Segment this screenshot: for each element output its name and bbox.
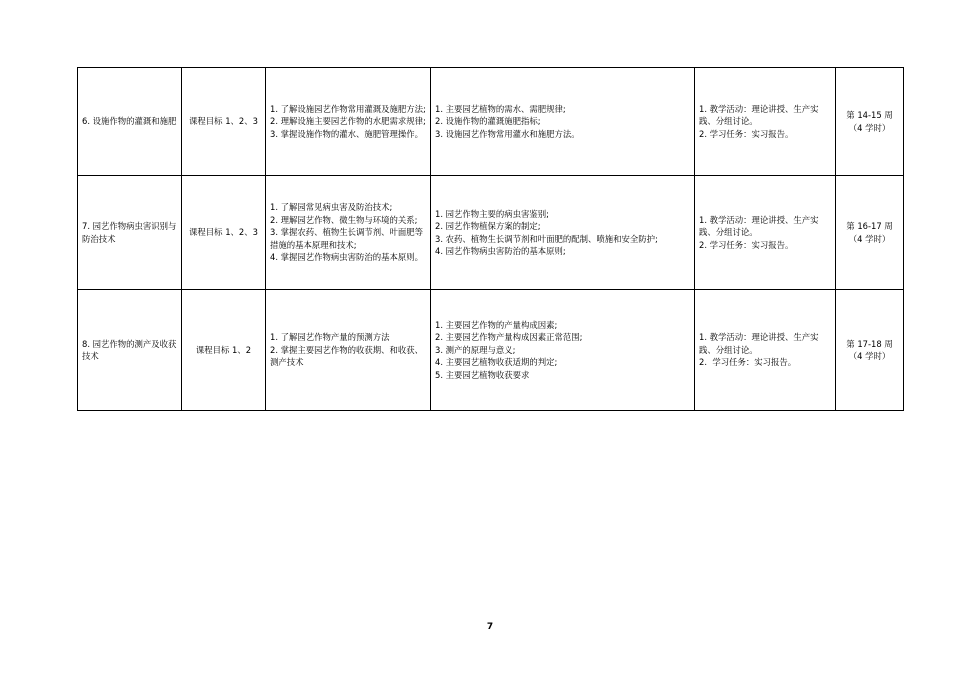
method-item: 1. 教学活动：理论讲授、生产实践、分组讨论。	[699, 214, 819, 238]
requirement-item: 2. 掌握主要园艺作物的收获期、和收获、测产技术	[270, 344, 424, 368]
content-item: 1. 园艺作物主要的病虫害鉴别;	[435, 208, 549, 219]
content-item: 3. 农药、植物生长调节剂和叶面肥的配制、喷施和安全防护;	[435, 233, 658, 244]
table-row	[78, 68, 904, 176]
table-row	[78, 176, 904, 290]
requirement-item: 2. 理解园艺作物、微生物与环境的关系;	[270, 214, 418, 225]
requirement-item: 3. 掌握设施作物的灌水、施肥管理操作。	[270, 128, 424, 139]
method-item: 2. 学习任务：实习报告。	[699, 357, 797, 368]
content-cell	[431, 176, 695, 290]
content-item: 1. 主要园艺植物的需水、需肥规律;	[435, 103, 566, 114]
topic-text: 8. 园艺作物的测产及收获技术	[82, 338, 177, 361]
topic-cell	[78, 68, 182, 176]
methods-cell	[695, 290, 836, 411]
hours-text: （4 学时）	[848, 233, 891, 244]
method-item: 1. 教学活动：理论讲授、生产实践、分组讨论。	[699, 332, 819, 355]
method-item: 1. 教学活动：理论讲授、生产实践、分组讨论。	[699, 103, 819, 127]
requirement-item: 4. 掌握园艺作物病虫害防治的基本原则。	[270, 252, 424, 263]
goal-text: 课程目标 1、2、3	[189, 116, 258, 127]
content-item: 3. 测产的原理与意义;	[435, 344, 516, 355]
week-cell	[836, 290, 904, 411]
syllabus-table	[77, 67, 904, 411]
requirements-cell	[266, 68, 431, 176]
table-row	[78, 290, 904, 411]
requirements-cell	[266, 290, 431, 411]
goal-cell	[182, 68, 266, 176]
week-text: 第 16-17 周	[846, 221, 893, 232]
topic-text: 6. 设施作物的灌溉和施肥	[82, 116, 177, 127]
topic-text: 7. 园艺作物病虫害识别与防治技术	[82, 221, 177, 244]
page-number: 7	[486, 622, 494, 632]
week-text: 第 17-18 周	[846, 338, 893, 349]
content-cell	[431, 290, 695, 411]
requirement-item: 1. 了解设施园艺作物常用灌溉及施肥方法;	[270, 103, 426, 114]
methods-cell	[695, 68, 836, 176]
week-cell	[836, 176, 904, 290]
week-text: 第 14-15 周	[846, 110, 893, 121]
content-item: 4. 主要园艺植物收获适期的判定;	[435, 357, 558, 368]
content-item: 4. 园艺作物病虫害防治的基本原则;	[435, 245, 566, 256]
requirement-item: 1. 了解园常见病虫害及防治技术;	[270, 202, 393, 213]
goal-text: 课程目标 1、2、3	[189, 227, 258, 238]
hours-text: （4 学时）	[848, 351, 891, 361]
requirements-cell	[266, 176, 431, 290]
content-item: 2. 主要园艺作物产量构成因素正常范围;	[435, 332, 583, 343]
goal-cell	[182, 176, 266, 290]
topic-cell	[78, 176, 182, 290]
week-cell	[836, 68, 904, 176]
content-item: 1. 主要园艺作物的产量构成因素;	[435, 319, 558, 330]
content-item: 5. 主要园艺植物收获要求	[435, 369, 530, 380]
goal-cell	[182, 290, 266, 411]
content-item: 3. 设施园艺作物常用灌水和施肥方法。	[435, 128, 580, 139]
content-cell	[431, 68, 695, 176]
goal-text: 课程目标 1、2	[195, 344, 252, 355]
methods-cell	[695, 176, 836, 290]
content-item: 2. 设施作物的灌溉施肥指标;	[435, 116, 541, 127]
requirement-item: 3. 掌握农药、植物生长调节剂、叶面肥等措施的基本原理和技术;	[270, 227, 424, 250]
content-item: 2. 园艺作物植保方案的制定;	[435, 221, 541, 232]
method-item: 2. 学习任务：实习报告。	[699, 128, 794, 139]
requirement-item: 2. 理解设施主要园艺作物的水肥需求规律;	[270, 116, 426, 127]
topic-cell	[78, 290, 182, 411]
method-item: 2. 学习任务：实习报告。	[699, 239, 794, 250]
requirement-item: 1. 了解园艺作物产量的预测方法	[270, 332, 390, 343]
hours-text: （4 学时）	[848, 122, 891, 133]
